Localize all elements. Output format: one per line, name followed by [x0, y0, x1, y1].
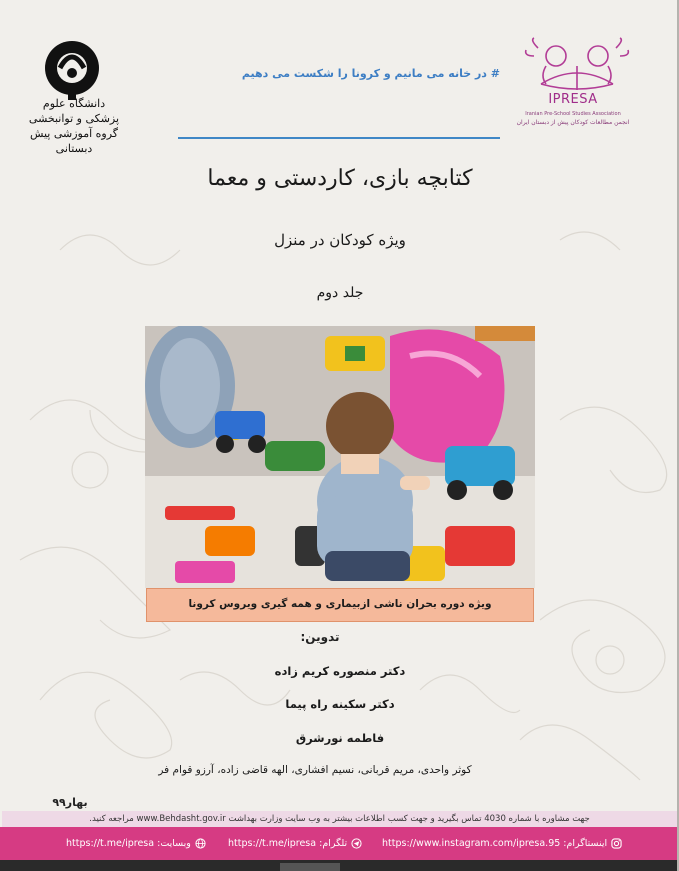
consultation-note: جهت مشاوره با شماره 4030 تماس بگیرید و جهت کسب اطلاعات بیشتر به وب سایت وزارت بهداشت www.Behdasht.gov.ir مراجعه کنید.	[2, 811, 677, 827]
author-3: فاطمه نورشرق	[295, 731, 385, 745]
document-volume: جلد دوم	[316, 285, 364, 301]
instagram-icon	[611, 838, 622, 849]
viewer-scroll-tab[interactable]	[280, 863, 340, 871]
ipresa-subtitle-fa: انجمن مطالعات کودکان پیش از دبستان ایران	[516, 119, 630, 126]
website-link[interactable]	[66, 838, 206, 849]
photo-caption: ویژه دوره بحران ناشی ازبیماری و همه گیری ویروس کرونا	[146, 588, 534, 622]
university-name	[28, 96, 120, 156]
website-text: وبسایت: https://t.me/ipresa	[66, 838, 191, 849]
compiled-by-label: تدوین:	[300, 630, 340, 644]
publication-season: بهار۹۹	[52, 796, 88, 809]
ipresa-subtitle-en: Iranian Pre-School Studies Association	[525, 111, 621, 117]
globe-icon	[195, 838, 206, 849]
document-title: کتابچه بازی، کاردستی و معما	[207, 166, 473, 191]
header-divider	[178, 137, 500, 139]
child-with-toys-photo	[145, 326, 535, 588]
telegram-text: تلگرام: https://t.me/ipresa	[228, 838, 348, 849]
author-2: دکتر سکینه راه پیما	[285, 697, 395, 711]
author-1: دکتر منصوره کریم زاده	[274, 664, 406, 678]
instagram-text: اینستاگرام: https://www.instagram.com/ipresa.95	[382, 838, 608, 849]
telegram-icon	[351, 838, 362, 849]
document-subtitle: ویژه کودکان در منزل	[274, 231, 406, 249]
university-line-1: دانشگاه علوم پزشکی و توانبخشی	[28, 97, 120, 125]
stay-home-hashtag: # در خانه می مانیم و کرونا را شکست می دهیم	[241, 67, 500, 80]
telegram-link[interactable]	[228, 838, 362, 849]
ipresa-name: IPRESA	[548, 92, 598, 107]
university-line-2: گروه آموزشی پیش دبستانی	[29, 127, 119, 155]
contributors-list: کوثر واحدی، مریم قربانی، نسیم افشاری، الهه قاضی زاده، آرزو قوام فر	[158, 764, 472, 776]
instagram-link[interactable]	[382, 838, 622, 849]
